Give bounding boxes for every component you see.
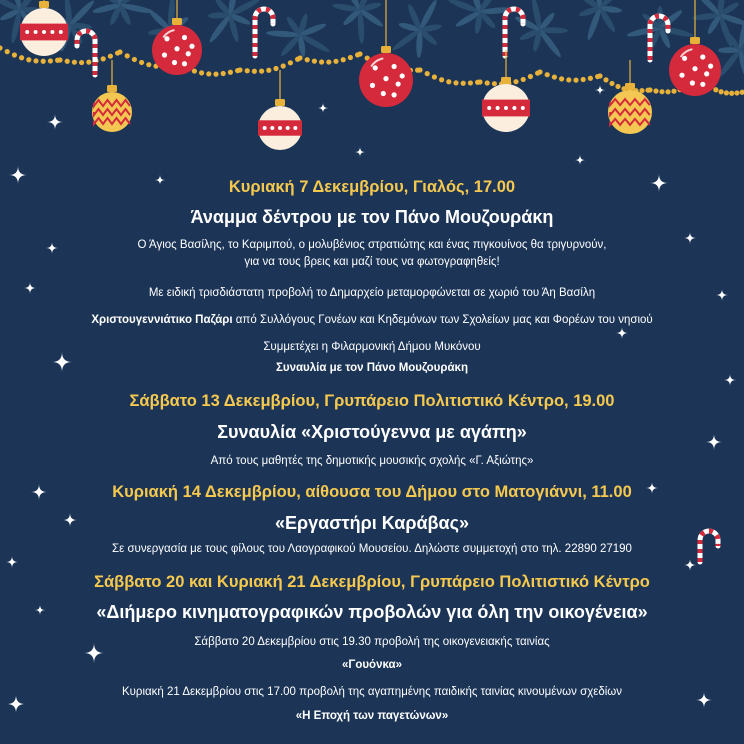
- garland-bead: [573, 78, 578, 83]
- garland-bead: [19, 55, 24, 60]
- garland-bead: [199, 70, 204, 75]
- garland-bead: [117, 49, 122, 54]
- star-icon: [318, 103, 328, 113]
- garland-bead: [108, 54, 113, 59]
- garland-bead: [671, 89, 676, 94]
- christmas-ornament-icon: [482, 50, 530, 132]
- garland-bead: [528, 74, 533, 79]
- garland-bead: [125, 53, 130, 58]
- garland-bead: [0, 45, 3, 50]
- christmas-ornament-icon: [258, 70, 302, 150]
- garland-bead: [266, 68, 271, 73]
- garland-bead: [132, 57, 137, 62]
- star-icon: [47, 114, 63, 130]
- garland-bead: [659, 89, 664, 94]
- garland-bead: [603, 77, 608, 82]
- garland-bead: [41, 59, 46, 64]
- garland-bead: [221, 71, 226, 76]
- garland-bead: [597, 73, 602, 78]
- event3-date: Κυριακή 14 Δεκεμβρίου, αίθουσα του Δήμου στο Ματογιάννι, 11.00: [112, 483, 632, 501]
- garland-bead: [559, 76, 564, 81]
- garland-bead: [719, 89, 724, 94]
- garland-bead: [665, 89, 670, 94]
- event1-desc-line3: Με ειδική τρισδιάστατη προβολή το Δημαρχείο μεταμορφώνεται σε χωριό του Άη Βασίλη: [148, 287, 596, 299]
- event1-date: Κυριακή 7 Δεκεμβρίου, Γιαλός, 17.00: [228, 178, 516, 196]
- garland-bead: [86, 60, 91, 65]
- garland-bead: [609, 81, 614, 86]
- garland-bead: [213, 72, 218, 77]
- event1-desc-line1: Ο Άγιος Βασίλης, το Καριμπού, ο μολυβένιος στρατιώτης και ένας πιγκουίνος θα τριγυρνούν,: [137, 239, 607, 251]
- garland-bead: [425, 71, 430, 76]
- garland-bead: [729, 91, 734, 96]
- garland-bead: [273, 66, 278, 71]
- garland-bead: [588, 76, 593, 81]
- event4-date: Σάββατο 20 και Κυριακή 21 Δεκεμβρίου, Γρυπάρειο Πολιτιστικό Κέντρο: [94, 573, 650, 591]
- candy-cane-icon: [505, 9, 523, 56]
- garland-bead: [33, 58, 38, 63]
- garland-bead: [252, 69, 257, 74]
- event4-film2: «Η Εποχή των παγετώνων»: [295, 710, 449, 722]
- garland-bead: [446, 79, 451, 84]
- garland-bead: [439, 77, 444, 82]
- garland-bead: [65, 59, 70, 64]
- event1-desc-line5: Συμμετέχει η Φιλαρμονική Δήμου Μυκόνου: [263, 341, 481, 353]
- garland-bead: [453, 80, 458, 85]
- event2-desc: Από τους μαθητές της δημοτικής μουσικής σχολής «Γ. Αξιώτης»: [210, 455, 534, 467]
- garland-bead: [48, 58, 53, 63]
- garland-bead: [305, 57, 310, 62]
- garland-bead: [740, 90, 744, 95]
- star-icon: [575, 155, 585, 165]
- garland-bead: [12, 52, 17, 57]
- garland-bead: [566, 77, 571, 82]
- star-icon: [684, 559, 696, 571]
- event4-title: «Διήμερο κινηματογραφικών προβολών για όλη την οικογένεια»: [96, 602, 648, 622]
- garland-bead: [237, 67, 242, 72]
- garland-bead: [288, 60, 293, 65]
- garland-bead: [581, 77, 586, 82]
- garland-bead: [259, 69, 264, 74]
- garland-bead: [341, 57, 346, 62]
- garland-bead: [5, 49, 10, 54]
- event4-line2: Κυριακή 21 Δεκεμβρίου στις 17.00 προβολή της αγαπημένης παιδικής ταινίας κινουμένων σχεδίων: [121, 686, 623, 698]
- garland-bead: [79, 60, 84, 65]
- garland-bead: [713, 87, 718, 92]
- garland-bead: [485, 80, 490, 85]
- star-icon: [595, 85, 605, 95]
- garland-bead: [26, 57, 31, 62]
- garland-bead: [417, 67, 422, 72]
- event4-film1: «Γουόνκα»: [342, 659, 402, 671]
- garland-bead: [468, 80, 473, 85]
- event2-date: Σάββατο 13 Δεκεμβρίου, Γρυπάρειο Πολιτιστικό Κέντρο, 19.00: [129, 392, 615, 410]
- garland-bead: [245, 68, 250, 73]
- garland-bead: [319, 59, 324, 64]
- garland-bead: [492, 81, 497, 86]
- event1-bazaar: [0, 314, 744, 326]
- garland-bead: [477, 79, 482, 84]
- garland-bead: [72, 60, 77, 65]
- garland-bead: [333, 59, 338, 64]
- bazaar-rest: από Συλλόγους Γονέων και Κηδεμόνων των Σχολείων μας και Φορέων του νησιού: [232, 314, 653, 326]
- garland-bead: [615, 84, 620, 89]
- garland-bead: [357, 51, 362, 56]
- star-icon: [355, 147, 365, 157]
- garland-bead: [639, 88, 644, 93]
- ornaments: [20, 0, 721, 150]
- garland-bead: [57, 57, 62, 62]
- garland-bead: [734, 90, 739, 95]
- garland-bead: [326, 59, 331, 64]
- event3-title: «Εργαστήρι Καράβας»: [275, 513, 469, 533]
- garland-bead: [101, 56, 106, 61]
- event4-line1: Σάββατο 20 Δεκεμβρίου στις 19.30 προβολή της οικογενειακής ταινίας: [194, 636, 550, 648]
- garland-bead: [281, 63, 286, 68]
- garland-bead: [513, 79, 518, 84]
- bazaar-bold: Χριστουγεννιάτικο Παζάρι: [91, 314, 233, 326]
- garland-bead: [146, 62, 151, 67]
- garland-bead: [647, 87, 652, 92]
- star-icon: [6, 556, 18, 568]
- event2-title: Συναυλία «Χριστούγεννα με αγάπη»: [217, 422, 527, 442]
- event1-desc-line6: Συναυλία με τον Πάνο Μουζουράκη: [275, 362, 468, 374]
- candy-cane-icon: [77, 31, 95, 75]
- star-icon: [616, 327, 628, 339]
- garland-bead: [312, 59, 317, 64]
- event3-desc: Σε συνεργασία με τους φίλους του Λαογραφικού Μουσείου. Δηλώστε συμμετοχή στο τηλ. 22890 27190: [112, 543, 632, 555]
- fir-leaf: [68, 0, 96, 27]
- garland-bead: [724, 90, 729, 95]
- garland-bead: [537, 69, 542, 74]
- garland-bead: [228, 70, 233, 75]
- garland-bead: [297, 55, 302, 60]
- garland-bead: [521, 77, 526, 82]
- event1-desc-line2: για να τους βρεις και μαζί τους να φωτογραφηθείς!: [244, 256, 500, 268]
- garland-bead: [552, 74, 557, 79]
- star-icon: [724, 374, 736, 386]
- christmas-ornament-icon: [92, 60, 132, 132]
- christmas-ornament-icon: [152, 0, 202, 75]
- garland-bead: [139, 60, 144, 65]
- garland-bead: [348, 55, 353, 60]
- garland-bead: [206, 71, 211, 76]
- christmas-ornament-icon: [608, 60, 652, 134]
- garland-bead: [545, 72, 550, 77]
- garland-bead: [461, 81, 466, 86]
- event1-title: Άναμμα δέντρου με τον Πάνο Μουζουράκη: [190, 207, 554, 227]
- garland-bead: [653, 88, 658, 93]
- garland-bead: [432, 74, 437, 79]
